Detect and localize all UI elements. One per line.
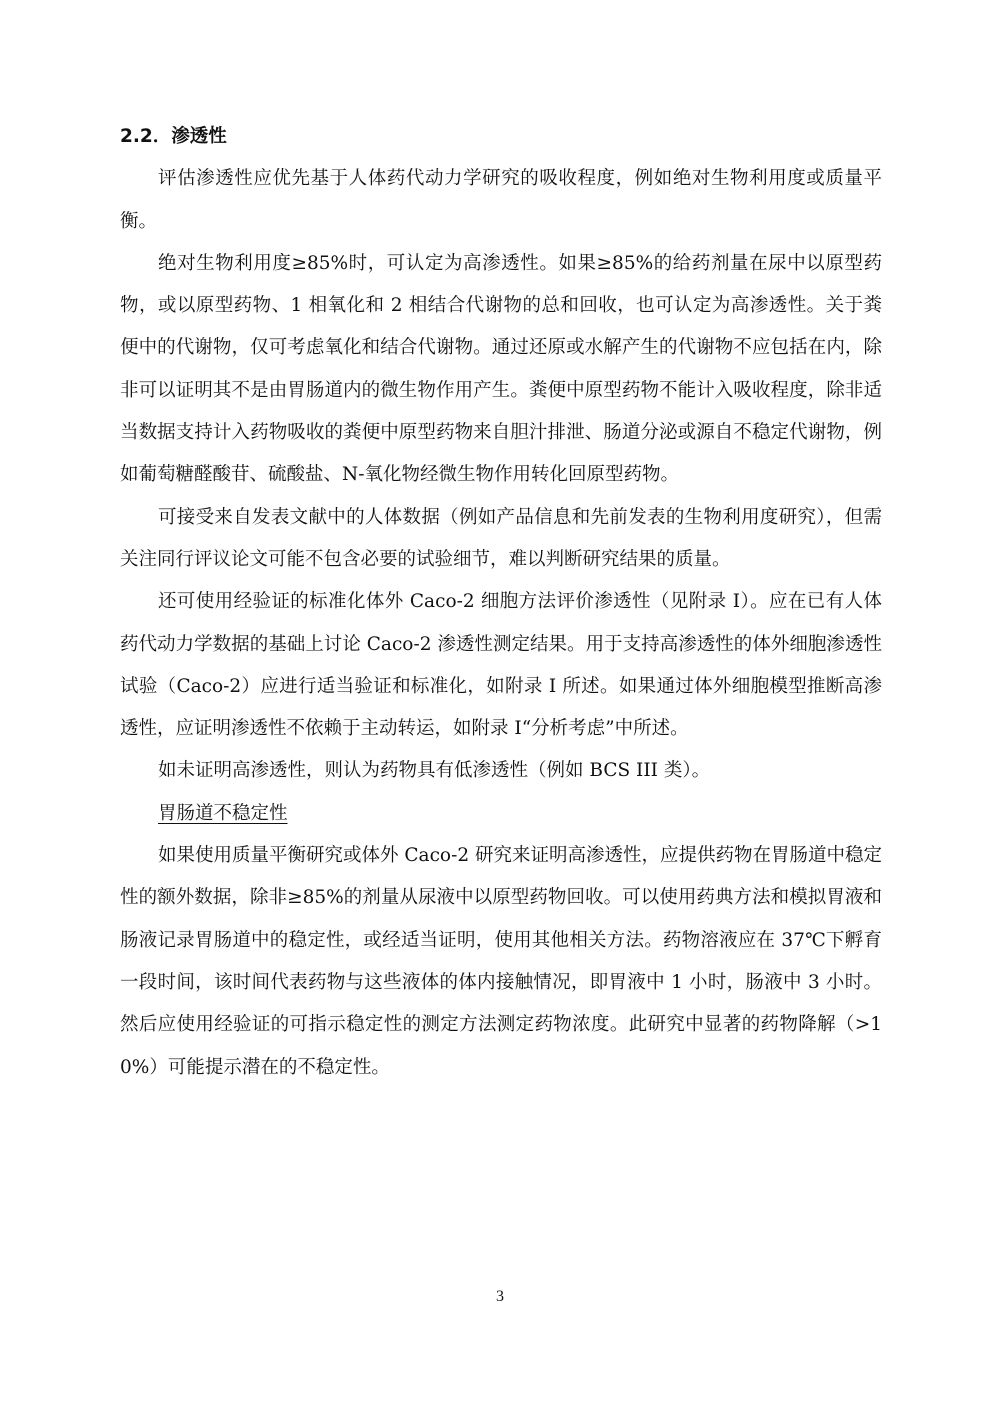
paragraph-low-permeability: 如未证明高渗透性，则认为药物具有低渗透性（例如 BCS III 类）。 [158, 760, 711, 782]
subsection-title: 胃肠道不稳定性 [158, 802, 288, 824]
paragraph-intro: 评估渗透性应优先基于人体药代动力学研究的吸收程度，例如绝对生物利用度或质量平衡。 [120, 168, 882, 232]
paragraph-gi-instability: 如果使用质量平衡研究或体外 Caco-2 研究来证明高渗透性，应提供药物在胃肠道中稳定性的额外数据，除非≥85%的剂量从尿液中以原型药物回收。可以使用药典方法和模拟胃液和肠液记录胃肠道中的稳定性，或经适当证明，使用其他相关方法。药物溶液应在 37℃下孵育一段时间，该时间代表药物与这些液体的体内接触情况，即胃液中 1 小时，肠液中 3 小时。然后应使用经验证的可指示稳定性的测定方法测定药物浓度。此研究中显著的药物降解（>10%）可能提示潜在的不稳定性。 [120, 845, 882, 1078]
subsection-heading [120, 793, 882, 835]
document-body [120, 116, 882, 1089]
paragraph-literature: 可接受来自发表文献中的人体数据（例如产品信息和先前发表的生物利用度研究），但需关注同行评议论文可能不包含必要的试验细节，难以判断研究结果的质量。 [120, 506, 882, 570]
page-number: 3 [496, 1288, 504, 1305]
paragraph-caco2: 还可使用经验证的标准化体外 Caco-2 细胞方法评价渗透性（见附录 I）。应在已有人体药代动力学数据的基础上讨论 Caco-2 渗透性测定结果。用于支持高渗透性的体外细胞渗透性试验（Caco-2）应进行适当验证和标准化，如附录 I 所述。如果通过体外细胞模型推断高渗透性，应证明渗透性不依赖于主动转运，如附录 I“分析考虑”中所述。 [120, 591, 882, 740]
section-heading: 2.2．渗透性 [120, 126, 227, 147]
paragraph-bioavailability: 绝对生物利用度≥85%时，可认定为高渗透性。如果≥85%的给药剂量在尿中以原型药物，或以原型药物、1 相氧化和 2 相结合代谢物的总和回收，也可认定为高渗透性。关于粪便中的代谢物，仅可考虑氧化和结合代谢物。通过还原或水解产生的代谢物不应包括在内，除非可以证明其不是由胃肠道内的微生物作用产生。粪便中原型药物不能计入吸收程度，除非适当数据支持计入药物吸收的粪便中原型药物来自胆汁排泄、肠道分泌或源自不稳定代谢物，例如葡萄糖醛酸苷、硫酸盐、N-氧化物经微生物作用转化回原型药物。 [120, 252, 882, 486]
